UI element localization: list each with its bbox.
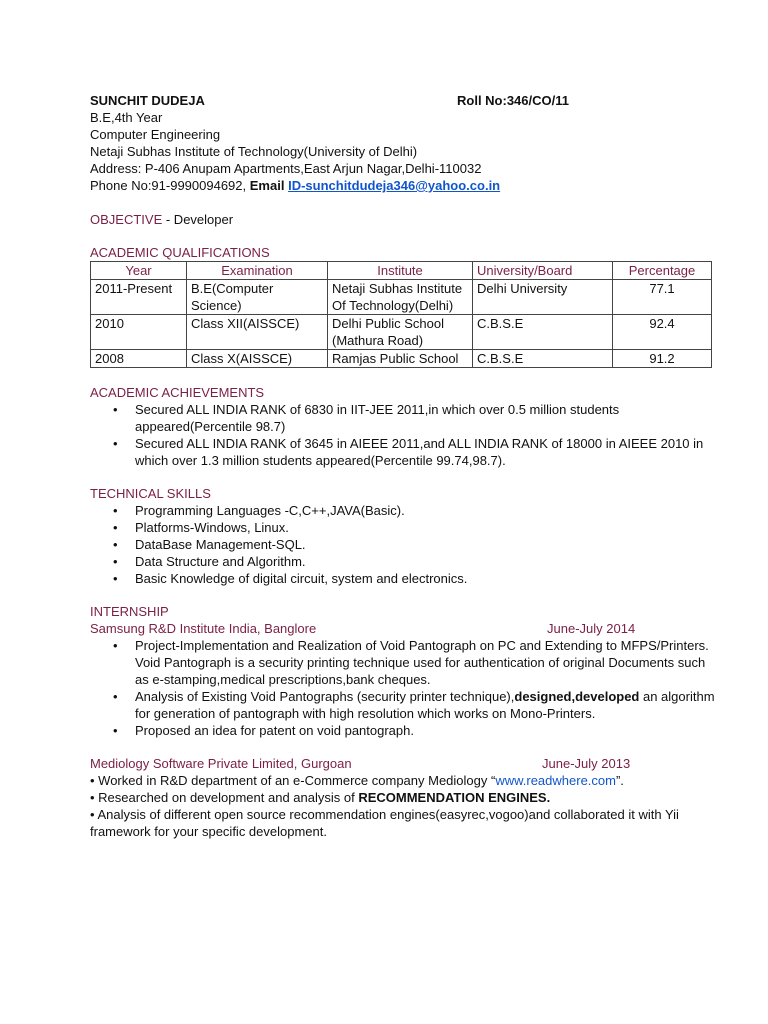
achievements-heading: ACADEMIC ACHIEVEMENTS <box>90 385 265 400</box>
list-item <box>135 688 720 722</box>
branch: Computer Engineering <box>90 127 221 142</box>
samsung-list <box>90 637 720 739</box>
mediology-line <box>90 789 720 806</box>
item-text: an algorithm for generation of pantograph with high resolution which works on Mono-Printers. <box>135 689 715 721</box>
list-item: • Programming Languages -C,C++,JAVA(Basic). <box>135 502 720 519</box>
objective-line <box>90 211 720 228</box>
contact-line <box>90 177 720 194</box>
cell-percentage: 77.1 <box>613 280 712 315</box>
item-text: • Researched on development and analysis of <box>90 790 359 805</box>
year-of-study: B.E,4th Year <box>90 110 163 125</box>
table-row <box>91 315 712 350</box>
cell-exam: B.E(Computer Science) <box>187 280 328 315</box>
email-label: Email <box>249 178 285 193</box>
list-item: • Secured ALL INDIA RANK of 6830 in IIT-JEE 2011,in which over 0.5 million students appeared(Percentile 98.7) <box>135 401 720 435</box>
item-text: ”. <box>615 773 624 788</box>
item-bold: , <box>571 689 576 704</box>
item-bold: RECOMMENDATION ENGINES. <box>358 790 551 805</box>
internship-heading: INTERNSHIP <box>90 604 169 619</box>
internship-samsung-row <box>90 620 720 637</box>
table-header-row <box>91 262 712 280</box>
cell-exam: Class X(AISSCE) <box>187 350 328 368</box>
internship-dates: June-July 2014 <box>547 621 636 636</box>
column-header: Year <box>91 262 187 280</box>
objective-value: - Developer <box>162 212 234 227</box>
list-item: • DataBase Management-SQL. <box>135 536 720 553</box>
skills-list <box>90 502 720 587</box>
achievements-list <box>90 401 720 469</box>
resume-page <box>90 92 720 840</box>
candidate-name: SUNCHIT DUDEJA <box>90 93 205 108</box>
academic-table <box>90 261 712 368</box>
cell-percentage: 92.4 <box>613 315 712 350</box>
cell-year: 2008 <box>91 350 187 368</box>
phone: Phone No:91-9990094692, <box>90 178 247 193</box>
cell-exam: Class XII(AISSCE) <box>187 315 328 350</box>
company-name: Samsung R&D Institute India, Banglore <box>90 621 317 636</box>
list-item: • Proposed an idea for patent on void pantograph. <box>135 722 720 739</box>
column-header: Percentage <box>613 262 712 280</box>
cell-institute: Netaji Subhas Institute Of Technology(Delhi) <box>328 280 473 315</box>
name-row <box>90 92 720 109</box>
objective-label: OBJECTIVE <box>90 212 163 227</box>
academic-heading: ACADEMIC QUALIFICATIONS <box>90 245 270 260</box>
list-item: • Platforms-Windows, Linux. <box>135 519 720 536</box>
internship-dates: June-July 2013 <box>542 756 631 771</box>
skills-heading: TECHNICAL SKILLS <box>90 486 211 501</box>
list-item: • Data Structure and Algorithm. <box>135 553 720 570</box>
company-name: Mediology Software Private Limited, Gurgoan <box>90 756 352 771</box>
column-header: Examination <box>187 262 328 280</box>
institute: Netaji Subhas Institute of Technology(University of Delhi) <box>90 144 418 159</box>
cell-percentage: 91.2 <box>613 350 712 368</box>
cell-institute: Ramjas Public School <box>328 350 473 368</box>
cell-board: C.B.S.E <box>473 350 613 368</box>
list-item: • Project-Implementation and Realization of Void Pantograph on PC and Extending to MFPS/Printers. Void Pantograph is a security printing technique used for authentication of original Documents such as e-stamping,medical prescriptions,bank cheques. <box>135 637 720 688</box>
email-link[interactable]: ID-sunchitdudeja346@yahoo.co.in <box>288 178 501 193</box>
item-text: • Worked in R&D department of an e-Commerce company Mediology “ <box>90 773 496 788</box>
mediology-line <box>90 772 720 789</box>
item-text: Analysis of Existing Void Pantographs (security printer technique), <box>135 689 515 704</box>
list-item: • Secured ALL INDIA RANK of 3645 in AIEEE 2011,and ALL INDIA RANK of 18000 in AIEEE 2010 in which over 1.3 million students appeared(Percentile 99.74,98.7). <box>135 435 720 469</box>
cell-institute: Delhi Public School (Mathura Road) <box>328 315 473 350</box>
table-row <box>91 280 712 315</box>
internship-mediology-row <box>90 755 720 772</box>
cell-year: 2011-Present <box>91 280 187 315</box>
table-row <box>91 350 712 368</box>
address: Address: P-406 Anupam Apartments,East Arjun Nagar,Delhi-110032 <box>90 161 482 176</box>
cell-year: 2010 <box>91 315 187 350</box>
roll-number: Roll No:346/CO/11 <box>457 93 569 108</box>
cell-board: C.B.S.E <box>473 315 613 350</box>
mediology-line: • Analysis of different open source recommendation engines(easyrec,vogoo)and collaborated it with Yii framework for your specific development. <box>90 807 679 839</box>
readwhere-link[interactable]: www.readwhere.com <box>495 773 616 788</box>
item-bold: developed <box>575 689 640 704</box>
item-bold: designed <box>514 689 572 704</box>
column-header: University/Board <box>473 262 613 280</box>
list-item: • Basic Knowledge of digital circuit, system and electronics. <box>135 570 720 587</box>
column-header: Institute <box>328 262 473 280</box>
cell-board: Delhi University <box>473 280 613 315</box>
